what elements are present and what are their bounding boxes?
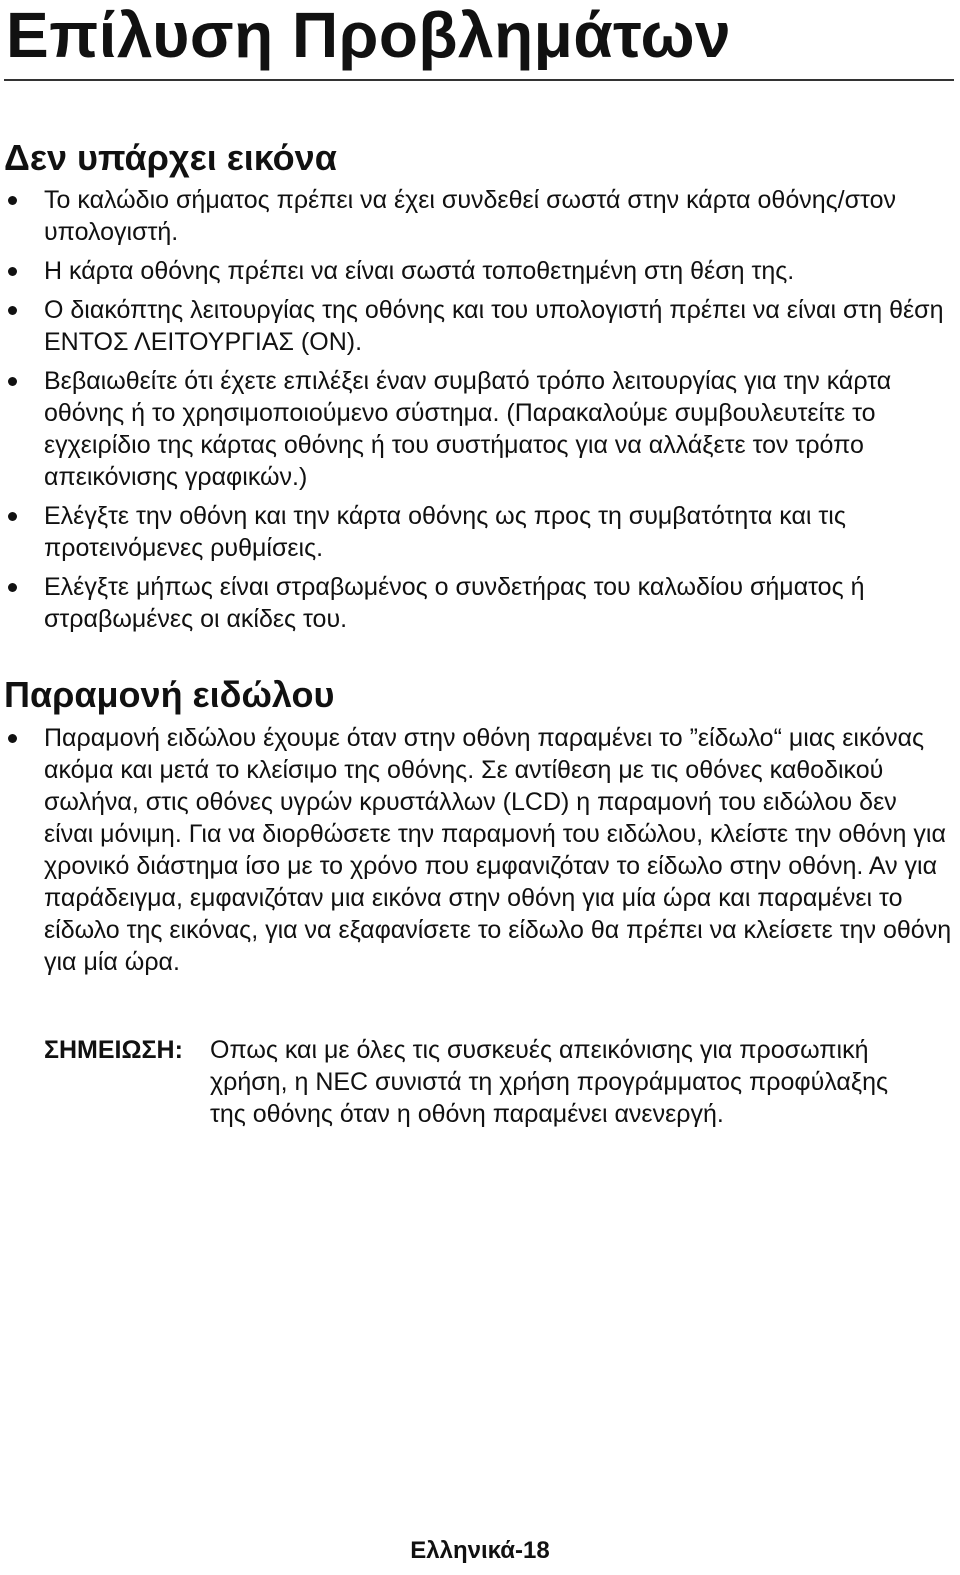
- no-image-checklist: [0, 184, 960, 642]
- bullet-icon: [8, 583, 17, 592]
- note-text: Οπως και με όλες τις συσκευές απεικόνισης για προσωπική χρήση, η NEC συνιστά τη χρήση προγράμματος προφύλαξης της οθόνης όταν η οθόνη παραμένει ανενεργή.: [210, 1036, 889, 1128]
- page-title: Επίλυση Προβλημάτων: [6, 0, 732, 71]
- page-footer: Ελληνικά-18: [410, 1537, 550, 1564]
- note-label: ΣΗΜΕΙΩΣΗ:: [44, 1036, 183, 1064]
- bullet-icon: [8, 512, 17, 521]
- bullet-icon: [8, 306, 17, 315]
- list-item-text: Ο διακόπτης λειτουργίας της οθόνης και του υπολογιστή πρέπει να είναι στη θέση ΕΝΤΟΣ ΛΕΙΤΟΥΡΓΙΑΣ (ON).: [44, 296, 944, 356]
- list-item: [0, 294, 944, 358]
- list-item-text: Βεβαιωθείτε ότι έχετε επιλέξει έναν συμβατό τρόπο λειτουργίας για την κάρτα οθόνης ή το χρησιμοποιούμενο σύστημα. (Παρακαλούμε συμβουλευτείτε το εγχειρίδιο της κάρτας οθόνης ή του συστήματος για να αλλάξετε τον τρόπο απεικόνισης γραφικών.): [44, 367, 892, 491]
- title-divider: [4, 79, 954, 81]
- list-item-text: Παραμονή ειδώλου έχουμε όταν στην οθόνη παραμένει το ”είδωλο“ μιας εικόνας ακόμα και μετά το κλείσιμο της οθόνης. Σε αντίθεση με τις οθόνες καθοδικού σωλήνα, στις οθόνες υγρών κρυστάλλων (LCD) η παραμονή του ειδώλου δεν είναι μόνιμη. Για να διορθώσετε την παραμονή του ειδώλου, κλείστε την οθόνη για χρονικό διάστημα ίσο με το χρόνο που εμφανιζόταν το είδωλο στην οθόνη. Αν για παράδειγμα, εμφανιζόταν μια εικόνα στην οθόνη για μία ώρα και παραμένει το είδωλο της εικόνας, για να εξαφανίσετε το είδωλο θα πρέπει να κλείσετε την οθόνη για μία ώρα.: [44, 724, 952, 976]
- list-item: [0, 365, 944, 493]
- list-item: [44, 722, 952, 978]
- list-item: [0, 255, 944, 287]
- list-item: [0, 571, 944, 635]
- bullet-icon: [8, 196, 17, 205]
- list-item: [0, 184, 944, 248]
- section-heading-image-persistence: Παραμονή ειδώλου: [4, 674, 335, 715]
- list-item-text: Η κάρτα οθόνης πρέπει να είναι σωστά τοποθετημένη στη θέση της.: [44, 257, 795, 285]
- bullet-icon: [8, 377, 17, 386]
- bullet-icon: [8, 267, 17, 276]
- list-item: [0, 500, 944, 564]
- list-item-text: Ελέγξτε μήπως είναι στραβωμένος ο συνδετήρας του καλωδίου σήματος ή στραβωμένες οι ακίδες του.: [44, 573, 865, 633]
- section-heading-no-image: Δεν υπάρχει εικόνα: [4, 137, 337, 178]
- bullet-icon: [8, 734, 17, 743]
- list-item-text: Ελέγξτε την οθόνη και την κάρτα οθόνης ως προς τη συμβατότητα και τις προτεινόμενες ρυθμίσεις.: [44, 502, 846, 562]
- list-item-text: Το καλώδιο σήματος πρέπει να έχει συνδεθεί σωστά στην κάρτα οθόνης/στον υπολογιστή.: [44, 186, 896, 246]
